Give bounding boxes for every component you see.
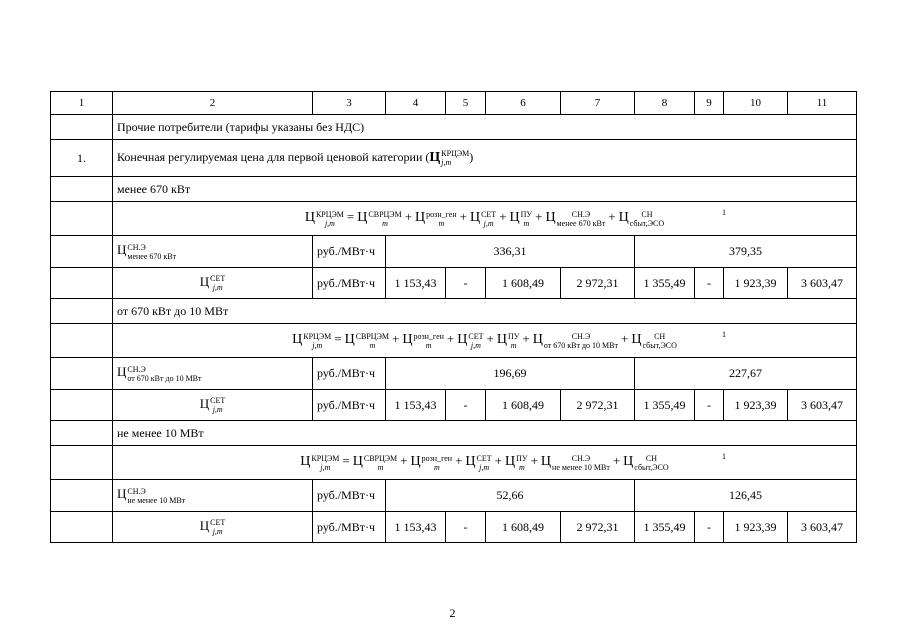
- set-value-cell: 1 608,49: [486, 268, 561, 299]
- col-header: 6: [486, 92, 561, 115]
- group-title: менее 670 кВт: [113, 177, 857, 202]
- item-number: 1.: [51, 140, 113, 177]
- set-value-row: [51, 268, 857, 299]
- group-title-row: [51, 177, 857, 202]
- sne-label: Ц СН.Э менее 670 кВт: [113, 236, 313, 268]
- formula-row: [51, 446, 857, 480]
- set-value-cell: 1 923,39: [724, 268, 788, 299]
- sne-label: Ц СН.Э от 670 кВт до 10 МВт: [113, 358, 313, 390]
- set-value-cell: -: [446, 512, 486, 543]
- price-formula: Ц КРЦЭМ j,m = Ц СВРЦЭМ m + Ц розн_ген m + Ц СЕТ j,m + Ц ПУ m + Ц СН.Э не менее 10 МВт + Ц СН сбыт,ЭСО 1: [113, 446, 857, 480]
- category-row: [51, 140, 857, 177]
- col-header: 7: [561, 92, 635, 115]
- set-value-cell: 1 153,43: [386, 268, 446, 299]
- col-header: 1: [51, 92, 113, 115]
- sne-value-left: 196,69: [386, 358, 635, 390]
- set-value-cell: -: [695, 390, 724, 421]
- col-header: 11: [788, 92, 857, 115]
- sne-value-row: [51, 480, 857, 512]
- set-label: Ц СЕТ j,m: [113, 512, 313, 543]
- col-header: 8: [635, 92, 695, 115]
- set-value-cell: 3 603,47: [788, 512, 857, 543]
- set-value-cell: 1 355,49: [635, 390, 695, 421]
- unit-cell: руб./МВт·ч: [313, 512, 386, 543]
- set-value-cell: 1 355,49: [635, 268, 695, 299]
- set-value-cell: -: [695, 512, 724, 543]
- col-header: 4: [386, 92, 446, 115]
- set-value-cell: 3 603,47: [788, 390, 857, 421]
- page-number: 2: [449, 606, 456, 620]
- set-value-cell: 2 972,31: [561, 268, 635, 299]
- set-value-cell: -: [695, 268, 724, 299]
- group-title: не менее 10 МВт: [113, 421, 857, 446]
- formula-row: [51, 324, 857, 358]
- set-value-cell: -: [446, 390, 486, 421]
- footnote-marker: 1: [722, 208, 726, 217]
- group-title-row: [51, 299, 857, 324]
- group-title: от 670 кВт до 10 МВт: [113, 299, 857, 324]
- set-value-cell: -: [446, 268, 486, 299]
- category-text: Конечная регулируемая цена для первой ценовой категории (: [117, 150, 430, 165]
- group-title-row: [51, 421, 857, 446]
- sne-value-row: [51, 236, 857, 268]
- col-header: 10: [724, 92, 788, 115]
- set-value-cell: 2 972,31: [561, 390, 635, 421]
- sne-value-right: 227,67: [635, 358, 857, 390]
- unit-cell: руб./МВт·ч: [313, 480, 386, 512]
- sne-value-right: 126,45: [635, 480, 857, 512]
- sne-value-left: 52,66: [386, 480, 635, 512]
- category-title: Конечная регулируемая цена для первой ценовой категории (Ц КРЦЭМ j,m ): [113, 140, 857, 177]
- set-value-cell: 1 923,39: [724, 390, 788, 421]
- sne-value-right: 379,35: [635, 236, 857, 268]
- table-header-row: [51, 92, 857, 115]
- set-value-row: [51, 390, 857, 421]
- unit-cell: руб./МВт·ч: [313, 268, 386, 299]
- formula-row: [51, 202, 857, 236]
- set-value-cell: 1 153,43: [386, 390, 446, 421]
- footnote-marker: 1: [722, 330, 726, 339]
- sne-label: Ц СН.Э не менее 10 МВт: [113, 480, 313, 512]
- col-header: 2: [113, 92, 313, 115]
- tariff-table: [50, 91, 857, 543]
- sne-value-row: [51, 358, 857, 390]
- set-label: Ц СЕТ j,m: [113, 268, 313, 299]
- price-formula: Ц КРЦЭМ j,m = Ц СВРЦЭМ m + Ц розн_ген m + Ц СЕТ j,m + Ц ПУ m + Ц СН.Э менее 670 кВт + Ц СН сбыт,ЭСО 1: [113, 202, 857, 236]
- unit-cell: руб./МВт·ч: [313, 390, 386, 421]
- col-header: 3: [313, 92, 386, 115]
- unit-cell: руб./МВт·ч: [313, 358, 386, 390]
- set-value-cell: 1 923,39: [724, 512, 788, 543]
- set-value-cell: 1 153,43: [386, 512, 446, 543]
- set-value-cell: 1 608,49: [486, 512, 561, 543]
- set-label: Ц СЕТ j,m: [113, 390, 313, 421]
- footnote-marker: 1: [722, 452, 726, 461]
- set-value-cell: 2 972,31: [561, 512, 635, 543]
- set-value-cell: 1 355,49: [635, 512, 695, 543]
- col-header: 9: [695, 92, 724, 115]
- section-title: Прочие потребители (тарифы указаны без НДС): [113, 115, 857, 140]
- unit-cell: руб./МВт·ч: [313, 236, 386, 268]
- set-value-row: [51, 512, 857, 543]
- price-formula: Ц КРЦЭМ j,m = Ц СВРЦЭМ m + Ц розн_ген m + Ц СЕТ j,m + Ц ПУ m + Ц СН.Э от 670 кВт до 10 МВт + Ц СН сбыт,ЭСО 1: [113, 324, 857, 358]
- section-row: [51, 115, 857, 140]
- crcem-symbol: Ц КРЦЭМ j,m: [429, 149, 470, 167]
- col-header: 5: [446, 92, 486, 115]
- set-value-cell: 1 608,49: [486, 390, 561, 421]
- set-value-cell: 3 603,47: [788, 268, 857, 299]
- sne-value-left: 336,31: [386, 236, 635, 268]
